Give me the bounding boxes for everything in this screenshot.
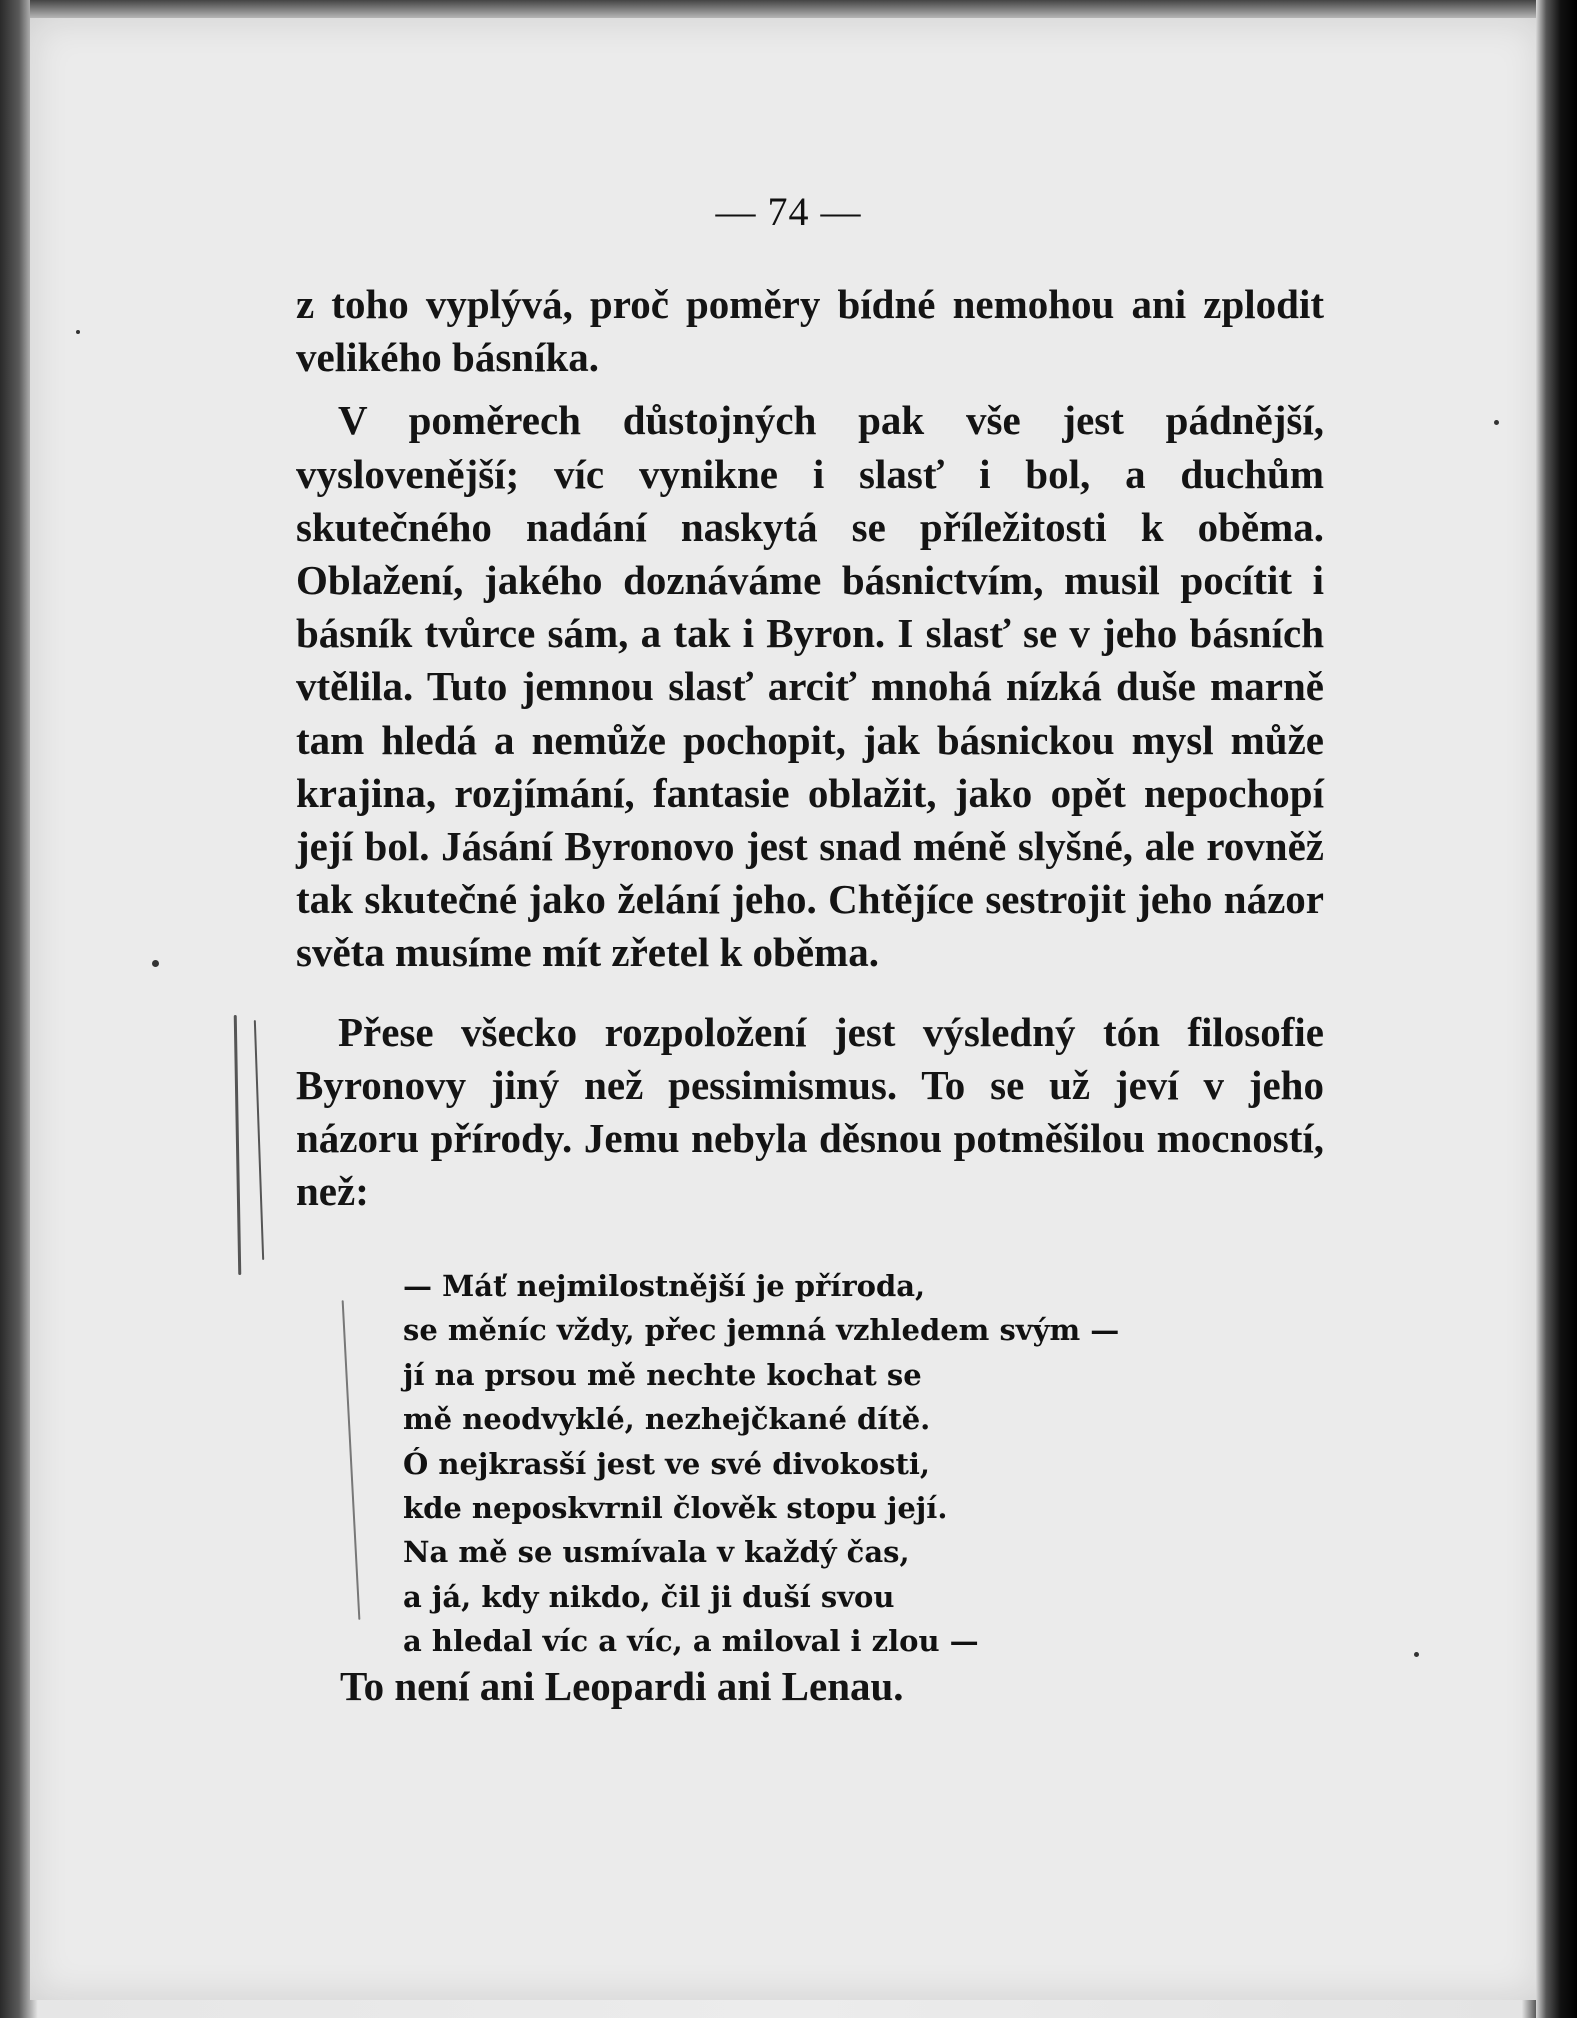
paragraph-3: Přese všecko rozpoložení jest výsledný tón filosofie Byronovy jiný než pessimismus. To se už jeví v jeho názoru přírody. Jemu nebyla děsnou potměšilou mocností, než: [296, 1008, 1324, 1215]
verse-line: se měníc vždy, přec jemná vzhledem svým — [403, 1313, 1120, 1348]
page-number: — 74 — [715, 189, 862, 234]
verse-line: a já, kdy nikdo, čil ji duší svou [403, 1579, 895, 1614]
verse-line: Ó nejkrasší jest ve své divokosti, [403, 1446, 930, 1481]
body-text [296, 278, 1324, 1218]
verse-line: a hledal víc a víc, a miloval i zlou — [403, 1624, 979, 1659]
verse-line: jí na prsou mě nechte kochat se [403, 1357, 922, 1392]
verse-line: Na mě se usmívala v každý čas, [403, 1535, 910, 1570]
scan-speck [152, 960, 159, 967]
verse-line: kde neposkvrnil člověk stopu její. [403, 1491, 948, 1526]
closing-line: To není ani Leopardi ani Lenau. [340, 1663, 904, 1709]
page-binding-shadow [1536, 0, 1577, 2018]
verse-line: mě neodvyklé, nezhejčkané dítě. [403, 1402, 931, 1437]
paragraph-1: z toho vyplývá, proč poměry bídné nemohou ani zplodit velikého básníka. [296, 281, 1324, 381]
scan-speck [76, 330, 80, 334]
scan-speck [1494, 420, 1499, 425]
paragraph-2: V poměrech důstojných pak vše jest pádnější, vyslovenější; víc vynikne i slasť i bol, a duchům skutečného nadání naskytá se příležitosti k oběma. Oblažení, jakého doznáváme básnictvím, musil pocítit i básník tvůrce sám, a tak i Byron. I slasť se v jeho básních vtělila. Tuto jemnou slasť arciť mnohá nízká duše marně tam hledá a nemůže pochopit, jak básnickou mysl může krajina, rozjímání, fantasie oblažit, jako opět nepochopí její bol. Jásání Byronovo jest snad méně slyšné, ale rovněž tak skutečné jako želání jeho. Chtějíce sestrojit jeho názor světa musíme mít zřetel k oběma. [296, 397, 1324, 976]
verse-line: — Máť nejmilostnější je příroda, [403, 1269, 926, 1303]
verse-quotation [403, 1264, 1203, 1664]
scan-speck [1414, 1652, 1419, 1657]
